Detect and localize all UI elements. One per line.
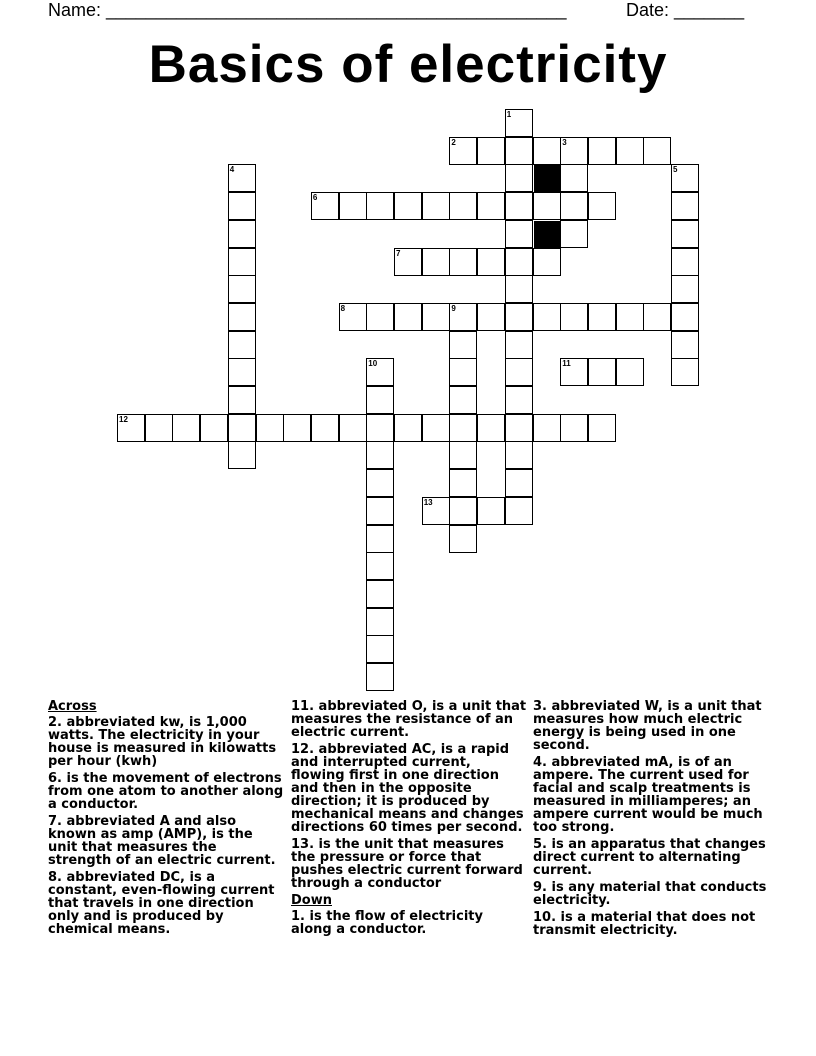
clue-text: is the movement of electrons from one atom to another along a conductor.	[48, 771, 284, 812]
grid-cell[interactable]	[505, 248, 533, 276]
clue-item	[48, 716, 284, 768]
clue-text: is the flow of electricity along a conductor.	[291, 909, 483, 937]
puzzle-title: Basics of electricity	[148, 35, 668, 94]
clue-text: is a material that does not transmit electricity.	[533, 910, 756, 938]
grid-cell[interactable]	[505, 386, 533, 414]
grid-cell[interactable]	[616, 303, 644, 331]
grid-cell[interactable]	[477, 414, 505, 442]
clue-number: 11	[562, 359, 571, 369]
grid-cell[interactable]	[477, 137, 505, 165]
grid-cell[interactable]	[228, 331, 256, 359]
grid-cell[interactable]	[228, 303, 256, 331]
clue-number-label: 6.	[48, 771, 62, 786]
grid-cell[interactable]	[366, 525, 394, 553]
clue-text: abbreviated A and also known as amp (AMP), is the unit that measures the strength of an electric current.	[48, 814, 276, 868]
grid-cell[interactable]	[643, 137, 671, 165]
grid-cell[interactable]	[394, 414, 422, 442]
grid-cell[interactable]	[449, 192, 477, 220]
grid-cell[interactable]	[671, 358, 699, 386]
grid-cell[interactable]	[671, 331, 699, 359]
clue-number: 13	[423, 497, 433, 507]
grid-cell[interactable]	[311, 414, 339, 442]
clue-item	[533, 911, 769, 937]
grid-cell[interactable]	[505, 137, 533, 165]
clue-number: 1	[506, 110, 512, 119]
clue-number: 7	[396, 248, 401, 258]
grid-cell[interactable]	[505, 220, 533, 248]
clue-text: abbreviated O, is a unit that measures the resistance of an electric current.	[291, 699, 527, 740]
grid-cell[interactable]	[394, 303, 422, 331]
grid-cell[interactable]	[560, 220, 588, 248]
blocked-cell	[534, 165, 561, 192]
grid-cell[interactable]	[477, 497, 505, 525]
grid-cell[interactable]	[228, 414, 256, 442]
grid-cell[interactable]	[505, 331, 533, 359]
clue-item	[533, 881, 769, 907]
grid-cell[interactable]	[477, 192, 505, 220]
grid-cell[interactable]	[172, 414, 200, 442]
grid-cell[interactable]	[228, 192, 256, 220]
clue-column-2	[291, 700, 527, 940]
clue-item	[48, 871, 284, 936]
grid-cell[interactable]	[671, 303, 699, 331]
grid-cell[interactable]	[505, 441, 533, 469]
clue-text: abbreviated kw, is 1,000 watts. The electricity in your house is measured in kilowatts per hour (kwh)	[48, 715, 277, 769]
clue-item	[533, 756, 769, 834]
grid-cell[interactable]	[394, 248, 422, 276]
grid-cell[interactable]	[671, 192, 699, 220]
clue-column-3	[533, 700, 769, 941]
grid-cell[interactable]	[616, 358, 644, 386]
clue-number: 9	[451, 303, 456, 313]
grid-cell[interactable]	[533, 248, 561, 276]
clue-number-label: 9.	[533, 880, 547, 895]
grid-cell[interactable]	[366, 192, 394, 220]
grid-cell[interactable]	[422, 248, 450, 276]
grid-cell[interactable]	[588, 192, 616, 220]
grid-cell[interactable]	[366, 303, 394, 331]
grid-cell[interactable]	[505, 109, 533, 137]
clue-item	[291, 700, 527, 739]
clue-number-label: 13.	[291, 837, 315, 852]
grid-cell[interactable]	[394, 192, 422, 220]
grid-cell[interactable]	[117, 414, 145, 442]
grid-cell[interactable]	[366, 469, 394, 497]
clue-number: 5	[673, 165, 678, 175]
clue-number: 3	[562, 137, 567, 147]
blocked-cell	[534, 221, 561, 248]
clue-number: 4	[229, 165, 235, 175]
grid-cell[interactable]	[366, 386, 394, 414]
clue-text: abbreviated DC, is a constant, even-flowing current that travels in one direction only and is produced by chemical means.	[48, 870, 275, 937]
grid-cell[interactable]	[339, 303, 367, 331]
clue-number-label: 7.	[48, 814, 62, 829]
grid-cell[interactable]	[366, 552, 394, 580]
grid-cell[interactable]	[283, 414, 311, 442]
grid-cell[interactable]	[366, 608, 394, 636]
clue-number-label: 3.	[533, 699, 547, 714]
grid-cell[interactable]	[449, 497, 477, 525]
grid-cell[interactable]	[505, 497, 533, 525]
clue-number: 6	[312, 193, 318, 203]
clue-number-label: 2.	[48, 715, 62, 730]
clue-number: 10	[368, 359, 378, 369]
grid-cell[interactable]	[449, 414, 477, 442]
grid-cell[interactable]	[505, 469, 533, 497]
clue-item	[533, 700, 769, 752]
clue-text: is the unit that measures the pressure or force that pushes electric current forward through a conductor	[291, 837, 523, 891]
clue-text: is any material that conducts electricity.	[533, 880, 767, 908]
grid-cell[interactable]	[533, 137, 561, 165]
grid-cell[interactable]	[560, 303, 588, 331]
clue-item	[48, 815, 284, 867]
grid-cell[interactable]	[366, 497, 394, 525]
grid-cell[interactable]	[588, 358, 616, 386]
grid-cell[interactable]	[228, 248, 256, 276]
grid-cell[interactable]	[311, 192, 339, 220]
down-heading: Down	[291, 893, 332, 908]
grid-cell[interactable]	[505, 164, 533, 192]
grid-cell[interactable]	[560, 137, 588, 165]
grid-cell[interactable]	[449, 469, 477, 497]
grid-cell[interactable]	[505, 303, 533, 331]
clue-number-label: 1.	[291, 909, 305, 924]
grid-cell[interactable]	[588, 303, 616, 331]
grid-cell[interactable]	[671, 164, 699, 192]
grid-cell[interactable]	[449, 137, 477, 165]
grid-cell[interactable]	[366, 663, 394, 691]
grid-cell[interactable]	[366, 580, 394, 608]
grid-cell[interactable]	[145, 414, 173, 442]
grid-cell[interactable]	[366, 441, 394, 469]
grid-cell[interactable]	[366, 635, 394, 663]
grid-cell[interactable]	[422, 303, 450, 331]
grid-cell[interactable]	[588, 414, 616, 442]
date-line[interactable]: Date: _______	[626, 0, 745, 20]
grid-cell[interactable]	[671, 220, 699, 248]
name-line[interactable]: Name: ______________________________________________	[48, 0, 567, 20]
grid-cell[interactable]	[449, 331, 477, 359]
clue-number-label: 12.	[291, 742, 315, 757]
grid-cell[interactable]	[560, 164, 588, 192]
grid-cell[interactable]	[366, 358, 394, 386]
grid-cell[interactable]	[228, 220, 256, 248]
grid-cell[interactable]	[228, 275, 256, 303]
clue-number-label: 5.	[533, 837, 547, 852]
grid-cell[interactable]	[449, 248, 477, 276]
grid-cell[interactable]	[477, 248, 505, 276]
clue-number: 2	[451, 137, 456, 147]
grid-cell[interactable]	[671, 275, 699, 303]
grid-cell[interactable]	[560, 414, 588, 442]
grid-cell[interactable]	[588, 137, 616, 165]
clue-number-label: 8.	[48, 870, 62, 885]
grid-cell[interactable]	[422, 192, 450, 220]
grid-cell[interactable]	[449, 303, 477, 331]
clue-number: 12	[119, 414, 128, 424]
grid-cell[interactable]	[671, 248, 699, 276]
grid-cell[interactable]	[339, 192, 367, 220]
grid-cell[interactable]	[505, 414, 533, 442]
grid-cell[interactable]	[256, 414, 284, 442]
clue-number-label: 11.	[291, 699, 315, 714]
grid-cell[interactable]	[228, 358, 256, 386]
grid-cell[interactable]	[505, 192, 533, 220]
clue-number-label: 10.	[533, 910, 557, 925]
clue-item	[291, 743, 527, 834]
grid-cell[interactable]	[616, 137, 644, 165]
clue-item	[291, 910, 527, 936]
grid-cell[interactable]	[228, 164, 256, 192]
clue-item	[533, 838, 769, 877]
clue-item	[291, 838, 527, 890]
grid-cell[interactable]	[422, 414, 450, 442]
clue-text: abbreviated AC, is a rapid and interrupted current, flowing first in one direction and then in the opposite direction; it is produced by mechanical means and changes directions 60 times per second.	[291, 742, 524, 835]
grid-cell[interactable]	[533, 414, 561, 442]
clue-text: is an apparatus that changes direct current to alternating current.	[533, 837, 766, 878]
across-heading: Across	[48, 699, 97, 714]
grid-cell[interactable]	[449, 525, 477, 553]
grid-cell[interactable]	[339, 414, 367, 442]
grid-cell[interactable]	[533, 303, 561, 331]
grid-cell[interactable]	[560, 358, 588, 386]
grid-cell[interactable]	[200, 414, 228, 442]
grid-cell[interactable]	[449, 441, 477, 469]
clue-text: abbreviated W, is a unit that measures how much electric energy is being used in one second.	[533, 699, 762, 753]
clue-text: abbreviated mA, is of an ampere. The current used for facial and scalp treatments is measured in milliamperes; an ampere current would be much too strong.	[533, 755, 763, 835]
grid-cell[interactable]	[560, 192, 588, 220]
grid-cell[interactable]	[505, 275, 533, 303]
grid-cell[interactable]	[643, 303, 671, 331]
grid-cell[interactable]	[477, 303, 505, 331]
grid-cell[interactable]	[533, 192, 561, 220]
grid-cell[interactable]	[449, 386, 477, 414]
clue-item	[48, 772, 284, 811]
grid-cell[interactable]	[228, 386, 256, 414]
clue-number: 8	[340, 303, 346, 313]
clue-number-label: 4.	[533, 755, 547, 770]
grid-cell[interactable]	[422, 497, 450, 525]
grid-cell[interactable]	[228, 441, 256, 469]
grid-cell[interactable]	[449, 358, 477, 386]
grid-cell[interactable]	[366, 414, 394, 442]
grid-cell[interactable]	[505, 358, 533, 386]
clue-column-1	[48, 700, 284, 940]
